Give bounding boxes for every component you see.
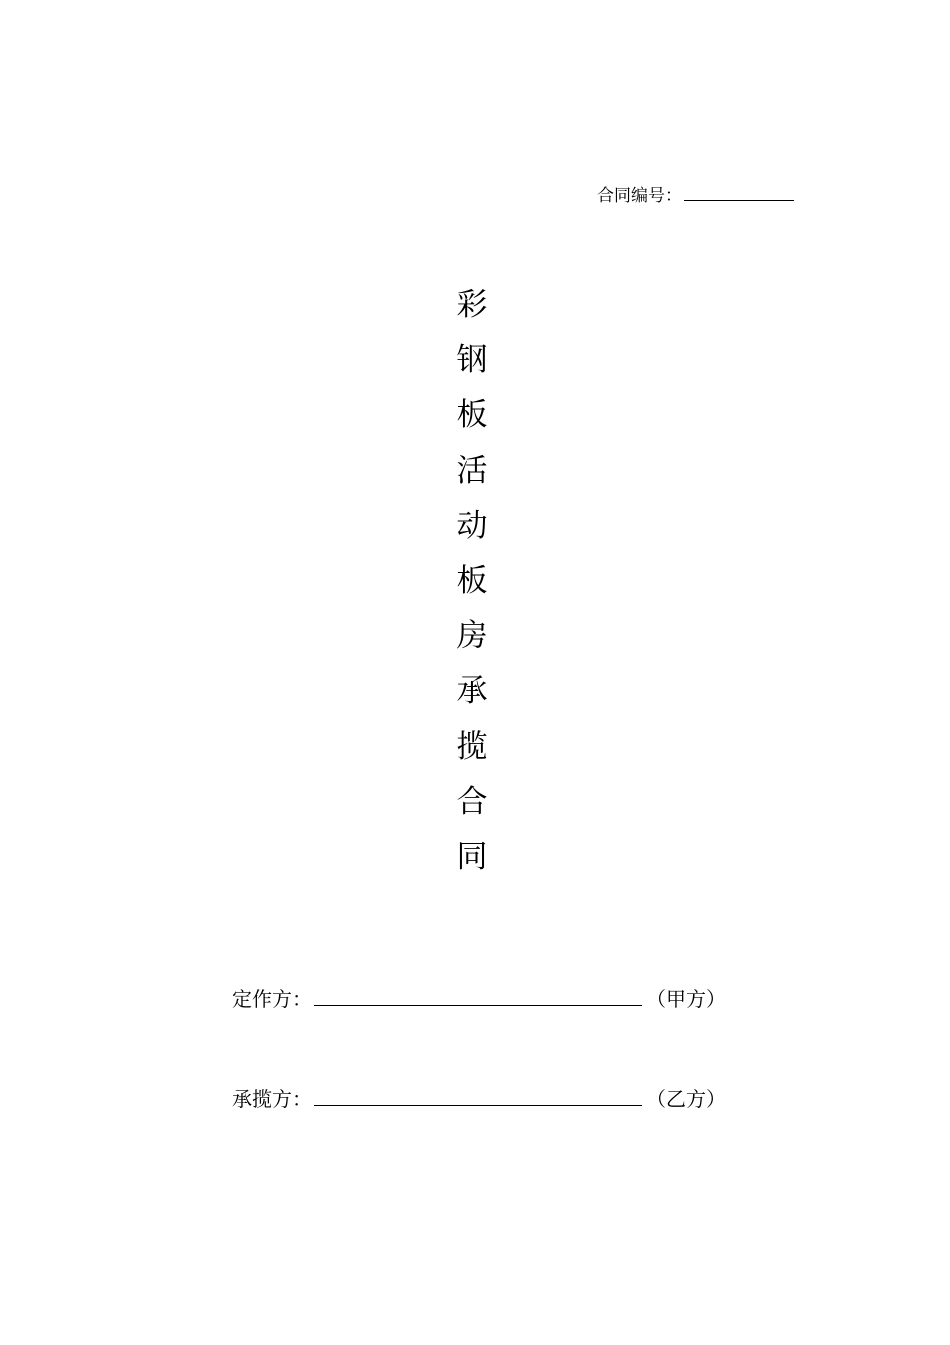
title-char: 合 (456, 783, 488, 820)
title-char: 承 (456, 673, 488, 710)
party-a-blank (314, 987, 642, 1006)
title-char: 活 (456, 452, 488, 489)
title-char: 钢 (456, 342, 488, 379)
title-char: 揽 (456, 728, 488, 765)
party-b-line (232, 1085, 726, 1113)
title-char: 房 (456, 618, 488, 655)
party-a-suffix: （甲方） (646, 987, 726, 1011)
party-b-suffix: （乙方） (646, 1087, 726, 1111)
party-b-blank (314, 1087, 642, 1106)
title-char: 同 (456, 838, 488, 875)
title-char: 动 (456, 507, 488, 544)
contract-number-label: 合同编号： (597, 186, 682, 206)
party-a-label: 定作方： (232, 987, 312, 1011)
document-title (448, 278, 496, 885)
party-a-line (232, 985, 726, 1013)
contract-number-line (597, 184, 794, 208)
title-char: 彩 (456, 287, 488, 323)
contract-number-blank (684, 184, 794, 201)
title-char: 板 (456, 397, 488, 434)
party-b-label: 承揽方： (232, 1087, 312, 1111)
title-char: 板 (456, 562, 488, 599)
